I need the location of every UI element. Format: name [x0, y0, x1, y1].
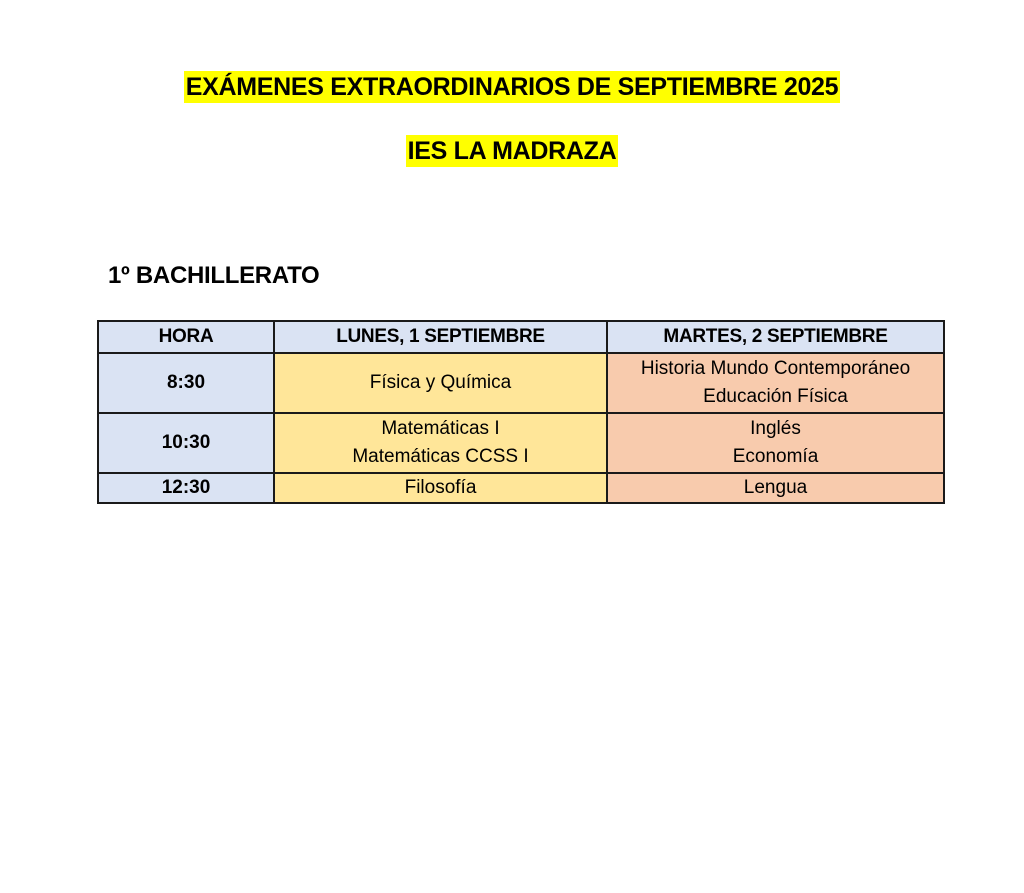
header-martes: MARTES, 2 SEPTIEMBRE	[607, 321, 944, 353]
table-row	[98, 353, 944, 413]
exam-subject: Física y Química	[369, 372, 512, 393]
table-row	[98, 473, 944, 503]
table-header-row	[98, 321, 944, 353]
exam-subject: Filosofía	[404, 477, 477, 498]
document-title-text: EXÁMENES EXTRAORDINARIOS DE SEPTIEMBRE 2025	[185, 73, 839, 101]
exam-subject: Economía	[732, 446, 819, 467]
exam-subject: Matemáticas CCSS I	[352, 446, 529, 467]
table-row	[98, 413, 944, 473]
lunes-cell	[274, 353, 607, 413]
martes-cell	[607, 473, 944, 503]
exam-subject: Inglés	[750, 418, 801, 439]
martes-cell	[607, 413, 944, 473]
section-heading: 1º BACHILLERATO	[108, 262, 320, 289]
martes-cell	[607, 353, 944, 413]
hora-cell: 8:30	[98, 353, 274, 413]
header-lunes: LUNES, 1 SEPTIEMBRE	[274, 321, 607, 353]
hora-cell: 10:30	[98, 413, 274, 473]
document-title	[0, 72, 1024, 102]
lunes-cell	[274, 413, 607, 473]
exam-subject: Historia Mundo Contemporáneo	[640, 358, 911, 379]
exam-schedule-table	[97, 320, 945, 504]
header-hora: HORA	[98, 321, 274, 353]
lunes-cell	[274, 473, 607, 503]
exam-subject: Educación Física	[703, 386, 848, 407]
school-name-text: IES LA MADRAZA	[407, 137, 617, 165]
school-name	[0, 136, 1024, 166]
exam-subject: Lengua	[743, 477, 808, 498]
exam-subject: Matemáticas I	[381, 418, 500, 439]
hora-cell: 12:30	[98, 473, 274, 503]
